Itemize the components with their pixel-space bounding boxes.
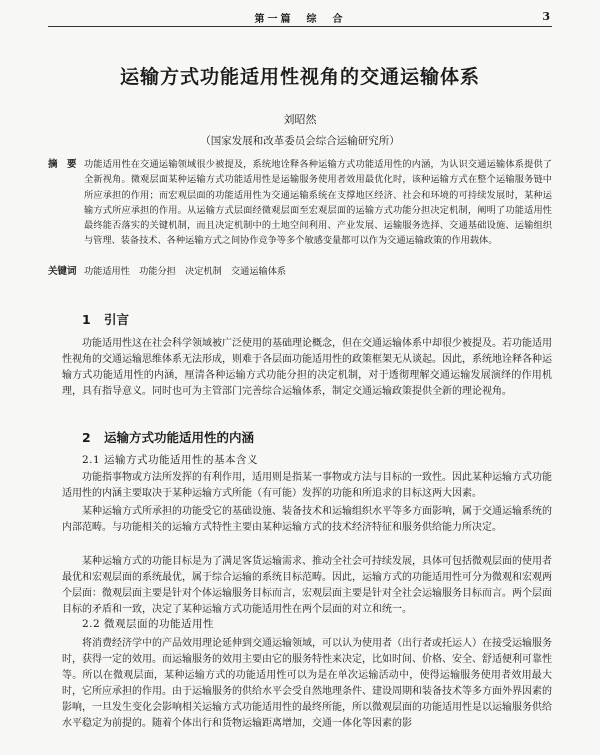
keywords-text: 功能适用性 功能分担 决定机制 交通运输体系 <box>84 266 287 277</box>
paper-title: 运输方式功能适用性视角的交通运输体系 <box>119 66 480 88</box>
section-name: 第一篇 综 合 <box>254 14 346 25</box>
subsection-number: 2.2 <box>82 618 101 630</box>
paragraph: 功能指事物或方法所发挥的有利作用，适用则是指某一事物或方法与目标的一致性。因此某种运输方式功能适用性的内涵主要取决于某种运输方式所能（有可能）发挥的功能和所追求的目标这两大因素。 <box>62 472 552 499</box>
abstract-label: 摘 要 <box>48 159 77 170</box>
keywords <box>48 264 552 279</box>
keywords-label: 关键词 <box>48 266 77 277</box>
paragraph: 某种运输方式的功能目标是为了满足客货运输需求、推动全社会可持续发展，具体可包括微观层面的使用者最优和宏观层面的系统最优，属于综合运输的系统目标范畴。因此，运输方式的功能适用性可分为微观和宏观两个层面：微观层面主要是针对个体运输服务目标而言，宏观层面主要是针对全社会运输服务目标而言。两个层面目标的矛盾和一致，决定了某种运输方式功能适用性在两个层面的对立和统一。 <box>62 556 552 615</box>
subsection-title: 微观层面的功能适用性 <box>104 618 214 630</box>
author-affiliation: （国家发展和改革委员会综合运输研究所） <box>200 135 400 147</box>
subsection-heading-2-1 <box>82 452 258 467</box>
section-heading-2 <box>82 428 254 446</box>
section-number: 1 <box>82 312 91 327</box>
page-number: 3 <box>542 10 550 23</box>
paragraph: 某种运输方式所承担的功能受它的基础设施、装备技术和运输组织水平等多方面影响，属于交通运输系统的内部范畴。与功能相关的运输方式特性主要由某种运输方式的技术经济特征和服务供给能力所决定。 <box>62 506 552 533</box>
section-number: 2 <box>82 430 91 445</box>
subsection-title: 运输方式功能适用性的基本含义 <box>104 454 258 466</box>
paragraph: 功能适用性这在社会科学领域被广泛使用的基础理论概念，但在交通运输体系中却很少被提及。若功能适用性视角的交通运输思维体系无法形成，则难于各层面功能适用性的政策框架无从谈起。因此，系统地诠释各种运输方式功能适用性的内涵，厘清各种运输方式功能分担的决定机制，对于透彻理解交通运输发展演绎的作用机理，具有指导意义。同时也可为主管部门完善综合运输体系，制定交通运输政策提供全新的理论视角。 <box>62 338 552 397</box>
running-header <box>48 10 552 27</box>
section-title: 运输方式功能适用性的内涵 <box>104 430 255 445</box>
author-name: 刘昭然 <box>283 113 317 126</box>
paragraph: 将消费经济学中的产品效用理论延伸到交通运输领域，可以认为使用者（出行者或托运人）在接受运输服务时，获得一定的效用。而运输服务的效用主要由它的服务特性来决定，比如时间、价格、安全、舒适便利可靠性等。所以在微观层面，某种运输方式的功能适用性可以为是在单次运输活动中，使得运输服务使用者效用最大时，它所应承担的作用。由于运输服务的供给水平会受自然地理条件、建设周期和装备技术等多方面外界因素的影响，一旦发生变化会影响相关运输方式功能适用性的最终所能，所以微观层面的功能适用性是以运输服务供给水平稳定为前提的。随着个体出行和货物运输距离增加，交通一体化等因素的影 <box>62 638 552 729</box>
subsection-heading-2-2 <box>82 616 214 631</box>
abstract-text: 功能适用性在交通运输领域很少被提及，系统地诠释各种运输方式功能适用性的内涵，为认识交通运输体系提供了全新视角。微观层面某种运输方式功能适用性是运输服务使用者效用最优化时，该种运输方式在整个运输服务链中所应承担的作用；而宏观层面的功能适用性为交通运输系统在支撑地区经济、社会和环境的可持续发展时，某种运输方式所应承担的作用。从运输方式层面经微观层面至宏观层面的运输方式功能分担决定机制，阐明了功能适用性最终能否落实的关键机制，而且决定机制中的土地空间利用、产业发展、运输服务选择、交通基础设施、运输组织与管理、装备技术、各种运输方式之间协作竞争等多个敏感变量都可以作为交通运输政策的作用载体。 <box>84 159 552 247</box>
abstract <box>48 157 552 249</box>
subsection-number: 2.1 <box>82 454 101 466</box>
section-heading-1 <box>82 310 129 328</box>
section-title: 引言 <box>104 312 130 327</box>
